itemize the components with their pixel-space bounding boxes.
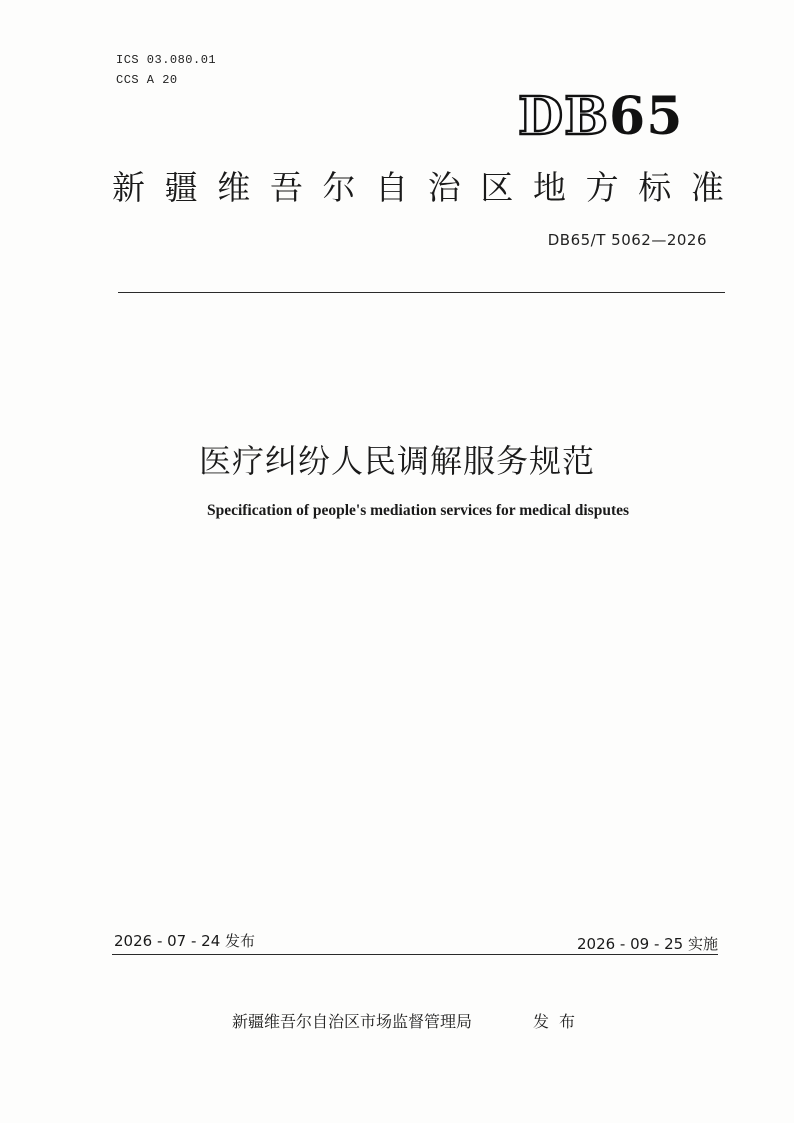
standard-type-char: 自 bbox=[375, 168, 409, 207]
title-chinese: 医疗纠纷人民调解服务规范 bbox=[198, 442, 595, 480]
standard-type-char: 维 bbox=[217, 168, 251, 207]
logo-code: 65 bbox=[609, 86, 684, 147]
bottom-divider bbox=[112, 954, 718, 955]
standard-type-char: 准 bbox=[690, 168, 724, 207]
standard-type-char: 吾 bbox=[269, 168, 303, 207]
logo-prefix: DB bbox=[518, 86, 610, 147]
implementation-date: 2026 - 09 - 25 实施 bbox=[576, 935, 718, 953]
standard-type-char: 区 bbox=[480, 168, 514, 207]
standard-type-char: 疆 bbox=[164, 168, 198, 207]
issuer-action: 发布 bbox=[533, 1012, 586, 1031]
standard-type-char: 地 bbox=[533, 168, 566, 207]
db65-logo bbox=[518, 86, 683, 147]
top-divider bbox=[118, 292, 725, 293]
issue-date: 2026 - 07 - 24 发布 bbox=[114, 932, 256, 950]
standard-type-char: 方 bbox=[585, 168, 619, 207]
standard-type-char: 尔 bbox=[322, 168, 356, 207]
standard-type-char: 新 bbox=[112, 168, 145, 207]
standard-number: DB65/T 5062—2026 bbox=[547, 231, 707, 249]
ics-code: ICS 03.080.01 bbox=[116, 53, 217, 67]
standard-type-char: 治 bbox=[427, 168, 461, 207]
standard-type-char: 标 bbox=[638, 168, 672, 207]
title-english: Specification of people's mediation services for medical disputes bbox=[206, 502, 630, 519]
ccs-code: CCS A 20 bbox=[116, 73, 178, 87]
standard-type-heading bbox=[112, 162, 724, 209]
issuer-name: 新疆维吾尔自治区市场监督管理局 bbox=[232, 1012, 473, 1031]
